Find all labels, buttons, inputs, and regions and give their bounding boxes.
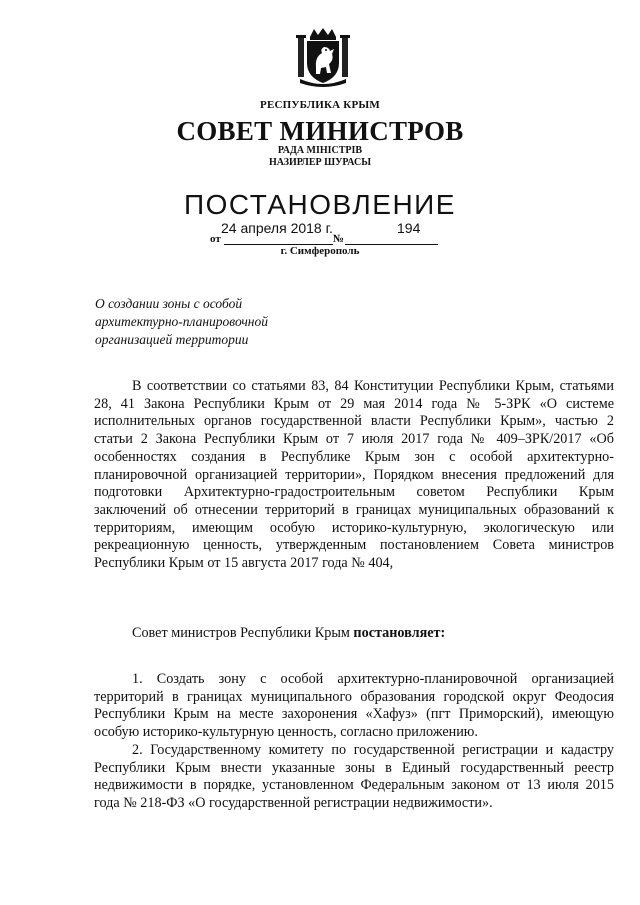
council-name: СОВЕТ МИНИСТРОВ (176, 116, 464, 146)
decree-verb: постановляет: (353, 625, 446, 641)
document-number: 194 (397, 220, 421, 236)
decree-intro-text: Совет министров Республики Крым (132, 625, 354, 641)
document-date: 24 апреля 2018 г. (221, 220, 333, 236)
decree-item-2: 2. Государственному комитету по государственной регистрации и кадастру Республики Крым внести указанные зоны в Единый государственный реестр недвижимости в порядке, установленном Федеральным законом от 13 июля 2015 года № 218-ФЗ «О государственной регистрации недвижимости». (94, 742, 614, 812)
document-type-title: ПОСТАНОВЛЕНИЕ (184, 189, 456, 220)
council-name-ukrainian: РАДА МIНIСТРIВ (277, 145, 363, 156)
subject-line: организацией территории (95, 332, 249, 347)
subject-line: О создании зоны с особой (95, 296, 243, 311)
decree-item-1: 1. Создать зону с особой архитектурно-планировочной организацией территорий в границах муниципального образования городской округ Феодосия Республики Крым на месте захоронения «Хафуз» (пгт Приморский), имеющую особую историко-культурную ценность, согласно приложению. (94, 671, 614, 741)
decree-intro-paragraph (94, 625, 614, 643)
number-prefix: № (333, 233, 345, 245)
republic-name: РЕСПУБЛИКА КРЫМ (260, 99, 380, 111)
preamble-paragraph: В соответствии со статьями 83, 84 Конституции Республики Крым, статьями 28, 41 Закона Республики Крым от 29 мая 2014 года № 5-ЗРК «О системе исполнительных органов государственной власти Республики Крым», частью 2 статьи 2 Закона Республики Крым от 7 июля 2017 года № 409–ЗРК/2017 «Об особенностях создания в Республике Крым зон с особой архитектурно-планировочной организацией территории», Порядком внесения предложений для подготовки Архитектурно-градостроительным советом Республики Крым заключений об отнесении территорий в границах муниципальных образований к территориям, имеющим особую историко-культурную, экологическую или рекреационную ценность, утвержденным постановлением Совета министров Республики Крым от 15 августа 2017 года № 404, (94, 378, 614, 572)
subject-line: архитектурно-планировочной (95, 314, 268, 329)
crimea-coat-of-arms-icon (296, 27, 350, 87)
document-city: г. Симферополь (280, 245, 360, 257)
council-name-crimean-tatar: НАЗИРЛЕР ШУРАСЫ (268, 157, 372, 168)
document-subject (95, 295, 335, 349)
date-prefix: от (210, 233, 221, 245)
